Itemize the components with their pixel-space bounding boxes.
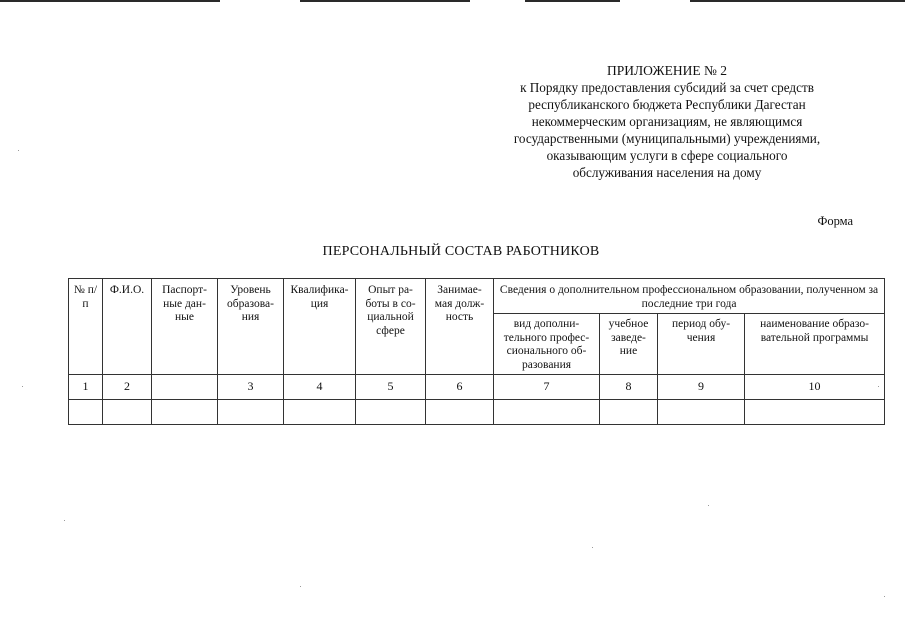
column-number: 2 (103, 375, 152, 400)
header-additional-education: Сведения о дополнительном профессиональном образовании, полученном за последние три года (494, 279, 885, 314)
header-education-type: вид дополни-тельного профес-сионального об-разования (494, 314, 600, 375)
blank-cell (426, 400, 494, 425)
column-number: 10 (745, 375, 885, 400)
blank-cell (218, 400, 284, 425)
column-number: 6 (426, 375, 494, 400)
header-experience: Опыт ра-боты в со-циальной сфере (356, 279, 426, 375)
annex-line: некоммерческим организациям, не являющимся (531, 114, 803, 129)
column-number: 5 (356, 375, 426, 400)
blank-cell (494, 400, 600, 425)
blank-row (69, 400, 885, 425)
annex-line: обслуживания населения на дому (572, 165, 762, 180)
blank-cell (152, 400, 218, 425)
header-num: № п/п (69, 279, 103, 375)
document-title: ПЕРСОНАЛЬНЫЙ СОСТАВ РАБОТНИКОВ (322, 244, 600, 259)
header-education: Уровень образова-ния (218, 279, 284, 375)
header-row (69, 279, 885, 314)
top-border-line (525, 0, 620, 2)
header-passport: Паспорт-ные дан-ные (152, 279, 218, 375)
header-fio: Ф.И.О. (103, 279, 152, 375)
column-number: 3 (218, 375, 284, 400)
scan-speck (18, 150, 19, 151)
form-label: Форма (817, 214, 853, 228)
column-number: 7 (494, 375, 600, 400)
annex-title: ПРИЛОЖЕНИЕ № 2 (606, 63, 728, 78)
scan-speck (878, 386, 879, 387)
top-border-line (0, 0, 220, 2)
column-number: 8 (600, 375, 658, 400)
annex-line: оказывающим услуги в сфере социального (546, 148, 788, 163)
column-number: 9 (658, 375, 745, 400)
blank-cell (356, 400, 426, 425)
blank-cell (103, 400, 152, 425)
annex-block (474, 62, 860, 181)
scan-speck (592, 547, 593, 548)
column-number-row (69, 375, 885, 400)
blank-cell (745, 400, 885, 425)
column-number: 1 (69, 375, 103, 400)
scan-speck (884, 596, 885, 597)
blank-cell (284, 400, 356, 425)
header-institution: учебное заведе-ние (600, 314, 658, 375)
scan-speck (708, 505, 709, 506)
header-position: Занимае-мая долж-ность (426, 279, 494, 375)
annex-line: республиканского бюджета Республики Дагестан (528, 97, 806, 112)
blank-cell (658, 400, 745, 425)
top-border-line (300, 0, 470, 2)
annex-line: государственными (муниципальными) учреждениями, (513, 131, 821, 146)
scan-speck (22, 386, 23, 387)
header-period: период обу-чения (658, 314, 745, 375)
scan-speck (64, 520, 65, 521)
column-number: 4 (284, 375, 356, 400)
header-qualification: Квалифика-ция (284, 279, 356, 375)
blank-cell (69, 400, 103, 425)
blank-cell (600, 400, 658, 425)
column-number (152, 375, 218, 400)
top-border-line (690, 0, 905, 2)
scan-speck (300, 586, 301, 587)
annex-line: к Порядку предоставления субсидий за счет средств (520, 80, 814, 95)
staff-table (68, 278, 885, 425)
header-program: наименование образо-вательной программы (745, 314, 885, 375)
